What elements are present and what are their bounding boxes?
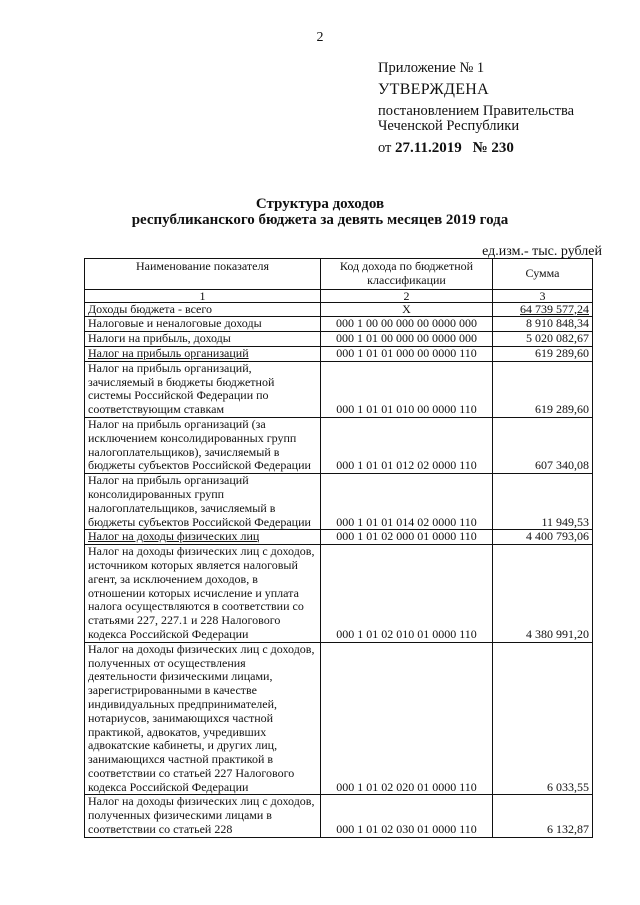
row-name: Налог на прибыль организаций консолидированных групп налогоплательщиков, зачисляемый в бюджеты субъектов Российской Федерации	[85, 474, 321, 530]
row-code: 000 1 01 01 000 00 0000 110	[321, 346, 493, 361]
title-line-2: республиканского бюджета за девять месяцев 2019 года	[131, 212, 509, 228]
decree-date-line	[378, 140, 628, 157]
decree-number: № 230	[472, 140, 514, 156]
row-name: Налог на доходы физических лиц с доходов, полученных от осуществления деятельности физическими лицами, зарегистрированными в качестве индивидуальных предпринимателей, нотариусов, занимающихся частной практикой, адвокатов, учредивших адвокатские кабинеты, и других лиц, занимающихся частной практикой в соответствии со статьей 227 Налогового кодекса Российской Федерации	[85, 642, 321, 795]
row-sum: 5 020 082,67	[493, 332, 593, 347]
row-code: 000 1 00 00 000 00 0000 000	[321, 317, 493, 332]
unit-label: ед.изм.- тыс. рублей	[482, 244, 602, 259]
row-name: Налог на прибыль организаций, зачисляемый в бюджеты бюджетной системы Российской Федерации по соответствующим ставкам	[85, 361, 321, 417]
column-number: 2	[321, 289, 493, 302]
row-name: Налог на прибыль организаций	[85, 346, 321, 361]
row-sum: 64 739 577,24	[493, 302, 593, 317]
row-code: 000 1 01 01 010 00 0000 110	[321, 361, 493, 417]
row-name: Налог на прибыль организаций (за исключением консолидированных групп налогоплательщиков), зачисляемый в бюджеты субъектов Российской Федерации	[85, 417, 321, 473]
row-name: Налог на доходы физических лиц с доходов, источником которых является налоговый агент, за исключением доходов, в отношении которых исчисление и уплата налога осуществляются в соответствии со статьями 227, 227.1 и 228 Налогового кодекса Российской Федерации	[85, 545, 321, 643]
row-sum: 11 949,53	[493, 474, 593, 530]
table-row	[85, 474, 593, 530]
row-sum: 8 910 848,34	[493, 317, 593, 332]
row-name: Доходы бюджета - всего	[85, 302, 321, 317]
approved-label: УТВЕРЖДЕНА	[378, 81, 490, 98]
row-sum: 6 132,87	[493, 795, 593, 837]
table-row	[85, 361, 593, 417]
row-code: 000 1 01 00 000 00 0000 000	[321, 332, 493, 347]
table-row	[85, 332, 593, 347]
row-sum: 6 033,55	[493, 642, 593, 795]
decree-date: 27.11.2019	[395, 140, 462, 156]
row-code: 000 1 01 02 020 01 0000 110	[321, 642, 493, 795]
approval-block	[378, 60, 628, 157]
row-code: X	[321, 302, 493, 317]
row-code: 000 1 01 01 014 02 0000 110	[321, 474, 493, 530]
row-sum: 4 380 991,20	[493, 545, 593, 643]
title-line-1: Структура доходов	[255, 196, 385, 212]
table-header-row	[85, 259, 593, 290]
row-name: Налоговые и неналоговые доходы	[85, 317, 321, 332]
header-name: Наименование показателя	[85, 259, 321, 290]
income-structure-table	[84, 258, 593, 838]
decree-line-1: постановлением Правительства	[378, 103, 575, 119]
row-name: Налог на доходы физических лиц	[85, 530, 321, 545]
column-number: 1	[85, 289, 321, 302]
row-code: 000 1 01 02 000 01 0000 110	[321, 530, 493, 545]
row-name: Налоги на прибыль, доходы	[85, 332, 321, 347]
row-code: 000 1 01 01 012 02 0000 110	[321, 417, 493, 473]
decree-text	[378, 104, 628, 134]
row-sum: 619 289,60	[493, 361, 593, 417]
table-row	[85, 417, 593, 473]
row-name: Налог на доходы физических лиц с доходов, полученных физическими лицами в соответствии со статьей 228	[85, 795, 321, 837]
row-sum: 619 289,60	[493, 346, 593, 361]
header-code: Код дохода по бюджетной классификации	[321, 259, 493, 290]
row-sum: 607 340,08	[493, 417, 593, 473]
table-row	[85, 795, 593, 837]
row-code: 000 1 01 02 030 01 0000 110	[321, 795, 493, 837]
date-prefix: от	[378, 140, 392, 156]
appendix-label: Приложение № 1	[378, 60, 485, 76]
table-row	[85, 346, 593, 361]
table-row	[85, 545, 593, 643]
decree-line-2: Чеченской Республики	[378, 118, 520, 134]
table-row	[85, 530, 593, 545]
column-number-row	[85, 289, 593, 302]
page-number: 2	[316, 30, 324, 45]
document-title	[0, 196, 640, 228]
column-number: 3	[493, 289, 593, 302]
table-row	[85, 317, 593, 332]
row-code: 000 1 01 02 010 01 0000 110	[321, 545, 493, 643]
table-row	[85, 302, 593, 317]
header-sum: Сумма	[493, 259, 593, 290]
row-sum: 4 400 793,06	[493, 530, 593, 545]
table-row	[85, 642, 593, 795]
